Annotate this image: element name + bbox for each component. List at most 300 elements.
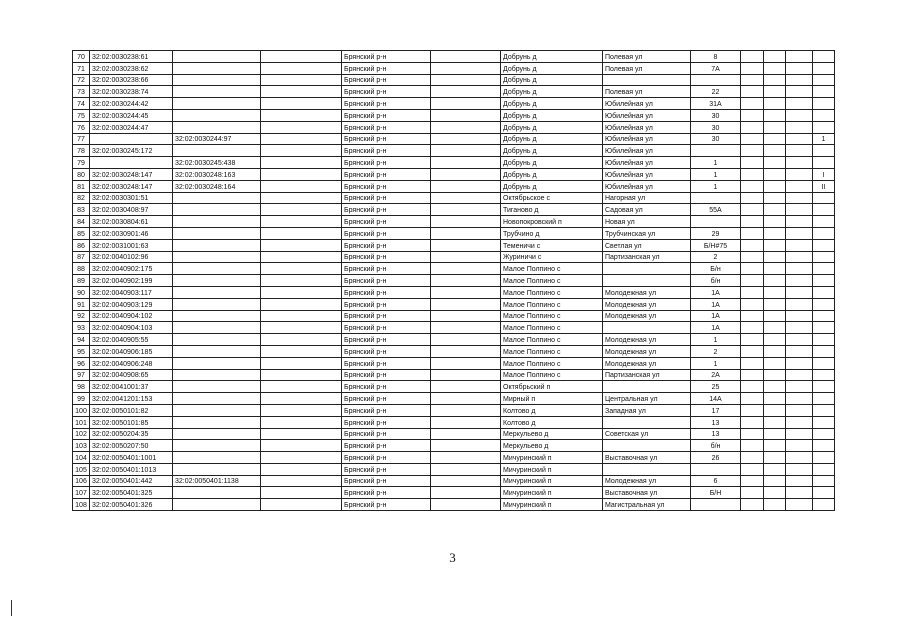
table-cell: Брянский р-н <box>342 393 431 405</box>
table-cell <box>431 275 501 287</box>
table-cell: I <box>813 168 835 180</box>
table-cell <box>741 369 764 381</box>
table-cell <box>90 157 173 169</box>
table-cell: 32:02:0040903:117 <box>90 286 173 298</box>
table-cell <box>173 227 261 239</box>
table-cell <box>813 86 835 98</box>
table-cell: 32:02:0030238:74 <box>90 86 173 98</box>
table-cell <box>173 487 261 499</box>
table-cell <box>431 121 501 133</box>
table-cell: б/н <box>691 440 741 452</box>
table-row <box>73 310 835 322</box>
table-cell <box>764 404 786 416</box>
table-cell <box>261 428 342 440</box>
table-cell <box>741 381 764 393</box>
table-cell: Брянский р-н <box>342 369 431 381</box>
table-cell <box>431 239 501 251</box>
table-cell <box>764 204 786 216</box>
table-cell: 8 <box>691 51 741 63</box>
table-cell <box>786 416 813 428</box>
table-cell <box>813 404 835 416</box>
table-cell <box>741 62 764 74</box>
table-cell: 2 <box>691 345 741 357</box>
table-cell <box>764 216 786 228</box>
table-cell: 32:02:0030301:51 <box>90 192 173 204</box>
table-cell <box>741 298 764 310</box>
table-cell <box>786 121 813 133</box>
table-cell: 6 <box>691 475 741 487</box>
table-cell <box>261 275 342 287</box>
table-cell <box>431 145 501 157</box>
table-cell: Брянский р-н <box>342 322 431 334</box>
table-cell: Партизанская ул <box>603 369 691 381</box>
table-cell <box>786 62 813 74</box>
table-cell: 32:02:0030245:172 <box>90 145 173 157</box>
table-row <box>73 393 835 405</box>
table-cell: 32:02:0030244:45 <box>90 109 173 121</box>
table-cell <box>691 74 741 86</box>
table-row <box>73 452 835 464</box>
table-cell: 32:02:0030248:147 <box>90 180 173 192</box>
table-cell <box>741 109 764 121</box>
table-cell: 106 <box>73 475 90 487</box>
table-cell: Брянский р-н <box>342 357 431 369</box>
table-cell <box>173 369 261 381</box>
table-cell: Добрунь д <box>501 157 603 169</box>
table-cell: Добрунь д <box>501 168 603 180</box>
table-row <box>73 263 835 275</box>
table-cell: 32:02:0041201:153 <box>90 393 173 405</box>
table-cell: 32:02:0030238:61 <box>90 51 173 63</box>
table-cell: 1 <box>691 334 741 346</box>
table-cell: 101 <box>73 416 90 428</box>
table-cell: 32:02:0050101:82 <box>90 404 173 416</box>
table-cell <box>741 404 764 416</box>
table-row <box>73 239 835 251</box>
table-cell: 105 <box>73 463 90 475</box>
table-cell <box>786 463 813 475</box>
table-cell <box>764 180 786 192</box>
table-cell: 72 <box>73 74 90 86</box>
table-cell <box>786 334 813 346</box>
table-cell: Б/Н <box>691 487 741 499</box>
table-cell <box>813 227 835 239</box>
table-cell <box>764 168 786 180</box>
table-cell <box>431 416 501 428</box>
table-cell: 100 <box>73 404 90 416</box>
table-cell: Брянский р-н <box>342 298 431 310</box>
table-cell <box>741 334 764 346</box>
table-cell <box>764 157 786 169</box>
table-cell: 32:02:0050401:326 <box>90 499 173 511</box>
table-row <box>73 357 835 369</box>
table-cell: 17 <box>691 404 741 416</box>
table-cell: 32:02:0040904:103 <box>90 322 173 334</box>
table-cell <box>173 74 261 86</box>
table-cell <box>173 428 261 440</box>
table-cell <box>261 286 342 298</box>
table-cell <box>691 192 741 204</box>
table-cell <box>764 381 786 393</box>
table-cell <box>261 251 342 263</box>
table-cell: 26 <box>691 452 741 464</box>
table-row <box>73 251 835 263</box>
table-cell: Меркульево д <box>501 428 603 440</box>
table-cell: Брянский р-н <box>342 86 431 98</box>
table-cell <box>431 286 501 298</box>
table-row <box>73 463 835 475</box>
table-cell: Добрунь д <box>501 98 603 110</box>
table-cell: 32:02:0040905:55 <box>90 334 173 346</box>
table-cell <box>261 463 342 475</box>
table-cell <box>813 310 835 322</box>
table-cell: Партизанская ул <box>603 251 691 263</box>
table-cell <box>431 251 501 263</box>
table-cell <box>764 452 786 464</box>
table-cell <box>786 357 813 369</box>
table-cell: Брянский р-н <box>342 487 431 499</box>
table-row <box>73 133 835 145</box>
table-cell <box>431 51 501 63</box>
table-cell <box>431 98 501 110</box>
table-cell <box>741 192 764 204</box>
table-cell <box>173 62 261 74</box>
table-cell <box>741 145 764 157</box>
table-cell <box>764 275 786 287</box>
table-cell: Малое Полпино с <box>501 286 603 298</box>
table-row <box>73 428 835 440</box>
table-cell <box>786 452 813 464</box>
table-cell: Колтово д <box>501 416 603 428</box>
table-cell: Брянский р-н <box>342 180 431 192</box>
table-cell: 32:02:0050401:1013 <box>90 463 173 475</box>
table-cell: Брянский р-н <box>342 428 431 440</box>
table-cell <box>813 263 835 275</box>
table-cell <box>603 263 691 275</box>
table-cell <box>813 440 835 452</box>
table-cell: 32:02:0030244:47 <box>90 121 173 133</box>
table-cell <box>261 475 342 487</box>
table-cell: Малое Полпино с <box>501 345 603 357</box>
table-cell <box>764 133 786 145</box>
table-row <box>73 369 835 381</box>
table-cell <box>813 286 835 298</box>
table-cell: II <box>813 180 835 192</box>
table-cell: Юбилейная ул <box>603 133 691 145</box>
table-cell <box>431 499 501 511</box>
table-cell: 1А <box>691 322 741 334</box>
table-cell: 88 <box>73 263 90 275</box>
table-cell <box>786 404 813 416</box>
table-cell <box>813 499 835 511</box>
table-cell <box>813 357 835 369</box>
table-cell: Малое Полпино с <box>501 298 603 310</box>
table-cell <box>173 440 261 452</box>
table-cell: Брянский р-н <box>342 404 431 416</box>
table-cell: 30 <box>691 109 741 121</box>
table-cell <box>603 416 691 428</box>
table-row <box>73 121 835 133</box>
table-cell: 77 <box>73 133 90 145</box>
table-cell <box>431 475 501 487</box>
table-cell <box>261 121 342 133</box>
table-cell: Брянский р-н <box>342 157 431 169</box>
table-cell: Полевая ул <box>603 51 691 63</box>
table-cell <box>431 463 501 475</box>
table-row <box>73 227 835 239</box>
table-cell: Мичуринский п <box>501 452 603 464</box>
table-cell <box>741 440 764 452</box>
table-cell: Брянский р-н <box>342 416 431 428</box>
table-cell <box>741 121 764 133</box>
table-cell <box>813 216 835 228</box>
table-cell: 80 <box>73 168 90 180</box>
table-cell <box>813 121 835 133</box>
table-cell: Юбилейная ул <box>603 98 691 110</box>
table-cell <box>764 463 786 475</box>
table-cell <box>173 357 261 369</box>
table-cell: 32:02:0030238:66 <box>90 74 173 86</box>
table-cell <box>261 133 342 145</box>
table-cell <box>173 345 261 357</box>
table-cell: 2А <box>691 369 741 381</box>
table-row <box>73 86 835 98</box>
table-cell <box>741 180 764 192</box>
table-cell <box>813 251 835 263</box>
cadastral-register-table <box>72 50 835 511</box>
table-cell <box>603 275 691 287</box>
table-cell <box>261 298 342 310</box>
table-row <box>73 109 835 121</box>
table-cell <box>786 51 813 63</box>
table-cell <box>431 440 501 452</box>
table-cell <box>431 86 501 98</box>
table-cell <box>261 357 342 369</box>
table-cell <box>741 286 764 298</box>
table-cell: 30 <box>691 121 741 133</box>
table-cell <box>813 393 835 405</box>
table-cell <box>786 263 813 275</box>
table-cell <box>431 357 501 369</box>
table-cell <box>786 216 813 228</box>
table-cell <box>741 475 764 487</box>
table-cell <box>741 275 764 287</box>
table-cell: Брянский р-н <box>342 286 431 298</box>
table-cell: Новопокровский п <box>501 216 603 228</box>
table-cell <box>764 51 786 63</box>
table-row <box>73 98 835 110</box>
table-cell: Полевая ул <box>603 62 691 74</box>
table-cell: Теменичи с <box>501 239 603 251</box>
table-row <box>73 145 835 157</box>
table-cell <box>173 334 261 346</box>
table-cell <box>431 263 501 275</box>
table-cell <box>261 393 342 405</box>
table-row <box>73 192 835 204</box>
table-cell: 32:02:0050204:35 <box>90 428 173 440</box>
table-cell <box>261 145 342 157</box>
table-cell: Брянский р-н <box>342 109 431 121</box>
table-cell <box>813 74 835 86</box>
table-cell: Мичуринский п <box>501 487 603 499</box>
table-cell <box>741 168 764 180</box>
table-cell: Добрунь д <box>501 180 603 192</box>
table-cell: Нагорная ул <box>603 192 691 204</box>
table-cell <box>173 263 261 275</box>
table-row <box>73 322 835 334</box>
table-cell <box>741 345 764 357</box>
table-cell <box>261 452 342 464</box>
table-cell <box>431 109 501 121</box>
table-cell: Малое Полпино с <box>501 275 603 287</box>
table-cell <box>764 227 786 239</box>
table-cell <box>813 204 835 216</box>
table-cell <box>764 487 786 499</box>
table-cell <box>813 334 835 346</box>
table-cell <box>764 499 786 511</box>
table-row <box>73 298 835 310</box>
table-cell: Тиганово д <box>501 204 603 216</box>
table-cell <box>813 463 835 475</box>
table-cell: Юбилейная ул <box>603 109 691 121</box>
table-cell <box>764 192 786 204</box>
table-cell <box>786 168 813 180</box>
table-cell: Новая ул <box>603 216 691 228</box>
table-cell: Брянский р-н <box>342 168 431 180</box>
table-cell: 13 <box>691 416 741 428</box>
table-cell: Брянский р-н <box>342 51 431 63</box>
table-cell: 71 <box>73 62 90 74</box>
table-cell <box>813 381 835 393</box>
table-cell <box>431 74 501 86</box>
table-cell <box>261 499 342 511</box>
table-row <box>73 475 835 487</box>
table-cell <box>431 381 501 393</box>
table-cell <box>786 133 813 145</box>
table-cell <box>741 74 764 86</box>
table-cell <box>431 204 501 216</box>
table-cell: 1 <box>691 168 741 180</box>
table-cell: Добрунь д <box>501 133 603 145</box>
table-cell <box>431 62 501 74</box>
table-cell: 91 <box>73 298 90 310</box>
table-cell: 32:02:0040902:175 <box>90 263 173 275</box>
table-cell <box>813 369 835 381</box>
table-cell <box>786 440 813 452</box>
table-cell <box>173 404 261 416</box>
table-cell <box>261 74 342 86</box>
table-cell: 76 <box>73 121 90 133</box>
table-cell: 29 <box>691 227 741 239</box>
table-cell <box>431 133 501 145</box>
table-cell <box>786 322 813 334</box>
table-row <box>73 275 835 287</box>
table-cell: 32:02:0040908:65 <box>90 369 173 381</box>
table-cell <box>603 322 691 334</box>
table-body <box>73 51 835 511</box>
table-cell: Октябрьское с <box>501 192 603 204</box>
table-cell: 32:02:0030248:147 <box>90 168 173 180</box>
table-cell <box>764 298 786 310</box>
table-cell <box>261 404 342 416</box>
table-cell <box>173 452 261 464</box>
table-cell <box>431 157 501 169</box>
table-row <box>73 345 835 357</box>
table-cell: 97 <box>73 369 90 381</box>
table-cell <box>764 416 786 428</box>
table-cell <box>741 227 764 239</box>
table-row <box>73 168 835 180</box>
table-cell <box>813 322 835 334</box>
table-cell <box>813 192 835 204</box>
table-row <box>73 157 835 169</box>
table-row <box>73 51 835 63</box>
table-cell <box>261 109 342 121</box>
table-cell <box>431 452 501 464</box>
table-cell: 1 <box>813 133 835 145</box>
table-cell: 75 <box>73 109 90 121</box>
table-cell: 32:02:0040904:102 <box>90 310 173 322</box>
table-cell: Выставочная ул <box>603 487 691 499</box>
table-cell: Брянский р-н <box>342 74 431 86</box>
table-cell: 1 <box>691 180 741 192</box>
table-cell <box>741 216 764 228</box>
table-cell: Советская ул <box>603 428 691 440</box>
table-cell: 82 <box>73 192 90 204</box>
table-cell <box>764 475 786 487</box>
table-cell: 103 <box>73 440 90 452</box>
table-cell: Юбилейная ул <box>603 157 691 169</box>
table-cell <box>813 298 835 310</box>
table-cell <box>786 310 813 322</box>
table-cell: 32:02:0040902:199 <box>90 275 173 287</box>
table-cell <box>431 227 501 239</box>
table-row <box>73 334 835 346</box>
table-cell: Октябрьский п <box>501 381 603 393</box>
table-row <box>73 62 835 74</box>
table-cell <box>431 216 501 228</box>
table-cell: 32:02:0030238:62 <box>90 62 173 74</box>
table-cell: Меркульево д <box>501 440 603 452</box>
table-cell <box>173 286 261 298</box>
table-cell: 32:02:0040102:96 <box>90 251 173 263</box>
table-cell: Молодежная ул <box>603 310 691 322</box>
table-cell <box>691 463 741 475</box>
table-cell: Журиничи с <box>501 251 603 263</box>
table-cell: 1А <box>691 310 741 322</box>
table-cell <box>786 192 813 204</box>
table-cell: Брянский р-н <box>342 381 431 393</box>
table-cell: 32:02:0031001:63 <box>90 239 173 251</box>
table-cell: 25 <box>691 381 741 393</box>
table-cell: 86 <box>73 239 90 251</box>
table-row <box>73 216 835 228</box>
table-cell <box>691 145 741 157</box>
table-cell: Юбилейная ул <box>603 168 691 180</box>
table-cell: 81 <box>73 180 90 192</box>
table-row <box>73 404 835 416</box>
table-cell <box>173 322 261 334</box>
table-cell <box>764 310 786 322</box>
table-cell <box>741 499 764 511</box>
table-cell: 32:02:0050401:1138 <box>173 475 261 487</box>
table-cell: 79 <box>73 157 90 169</box>
table-cell: Брянский р-н <box>342 204 431 216</box>
table-cell: Малое Полпино с <box>501 334 603 346</box>
table-cell <box>261 157 342 169</box>
table-cell: Мирный п <box>501 393 603 405</box>
table-cell <box>431 428 501 440</box>
